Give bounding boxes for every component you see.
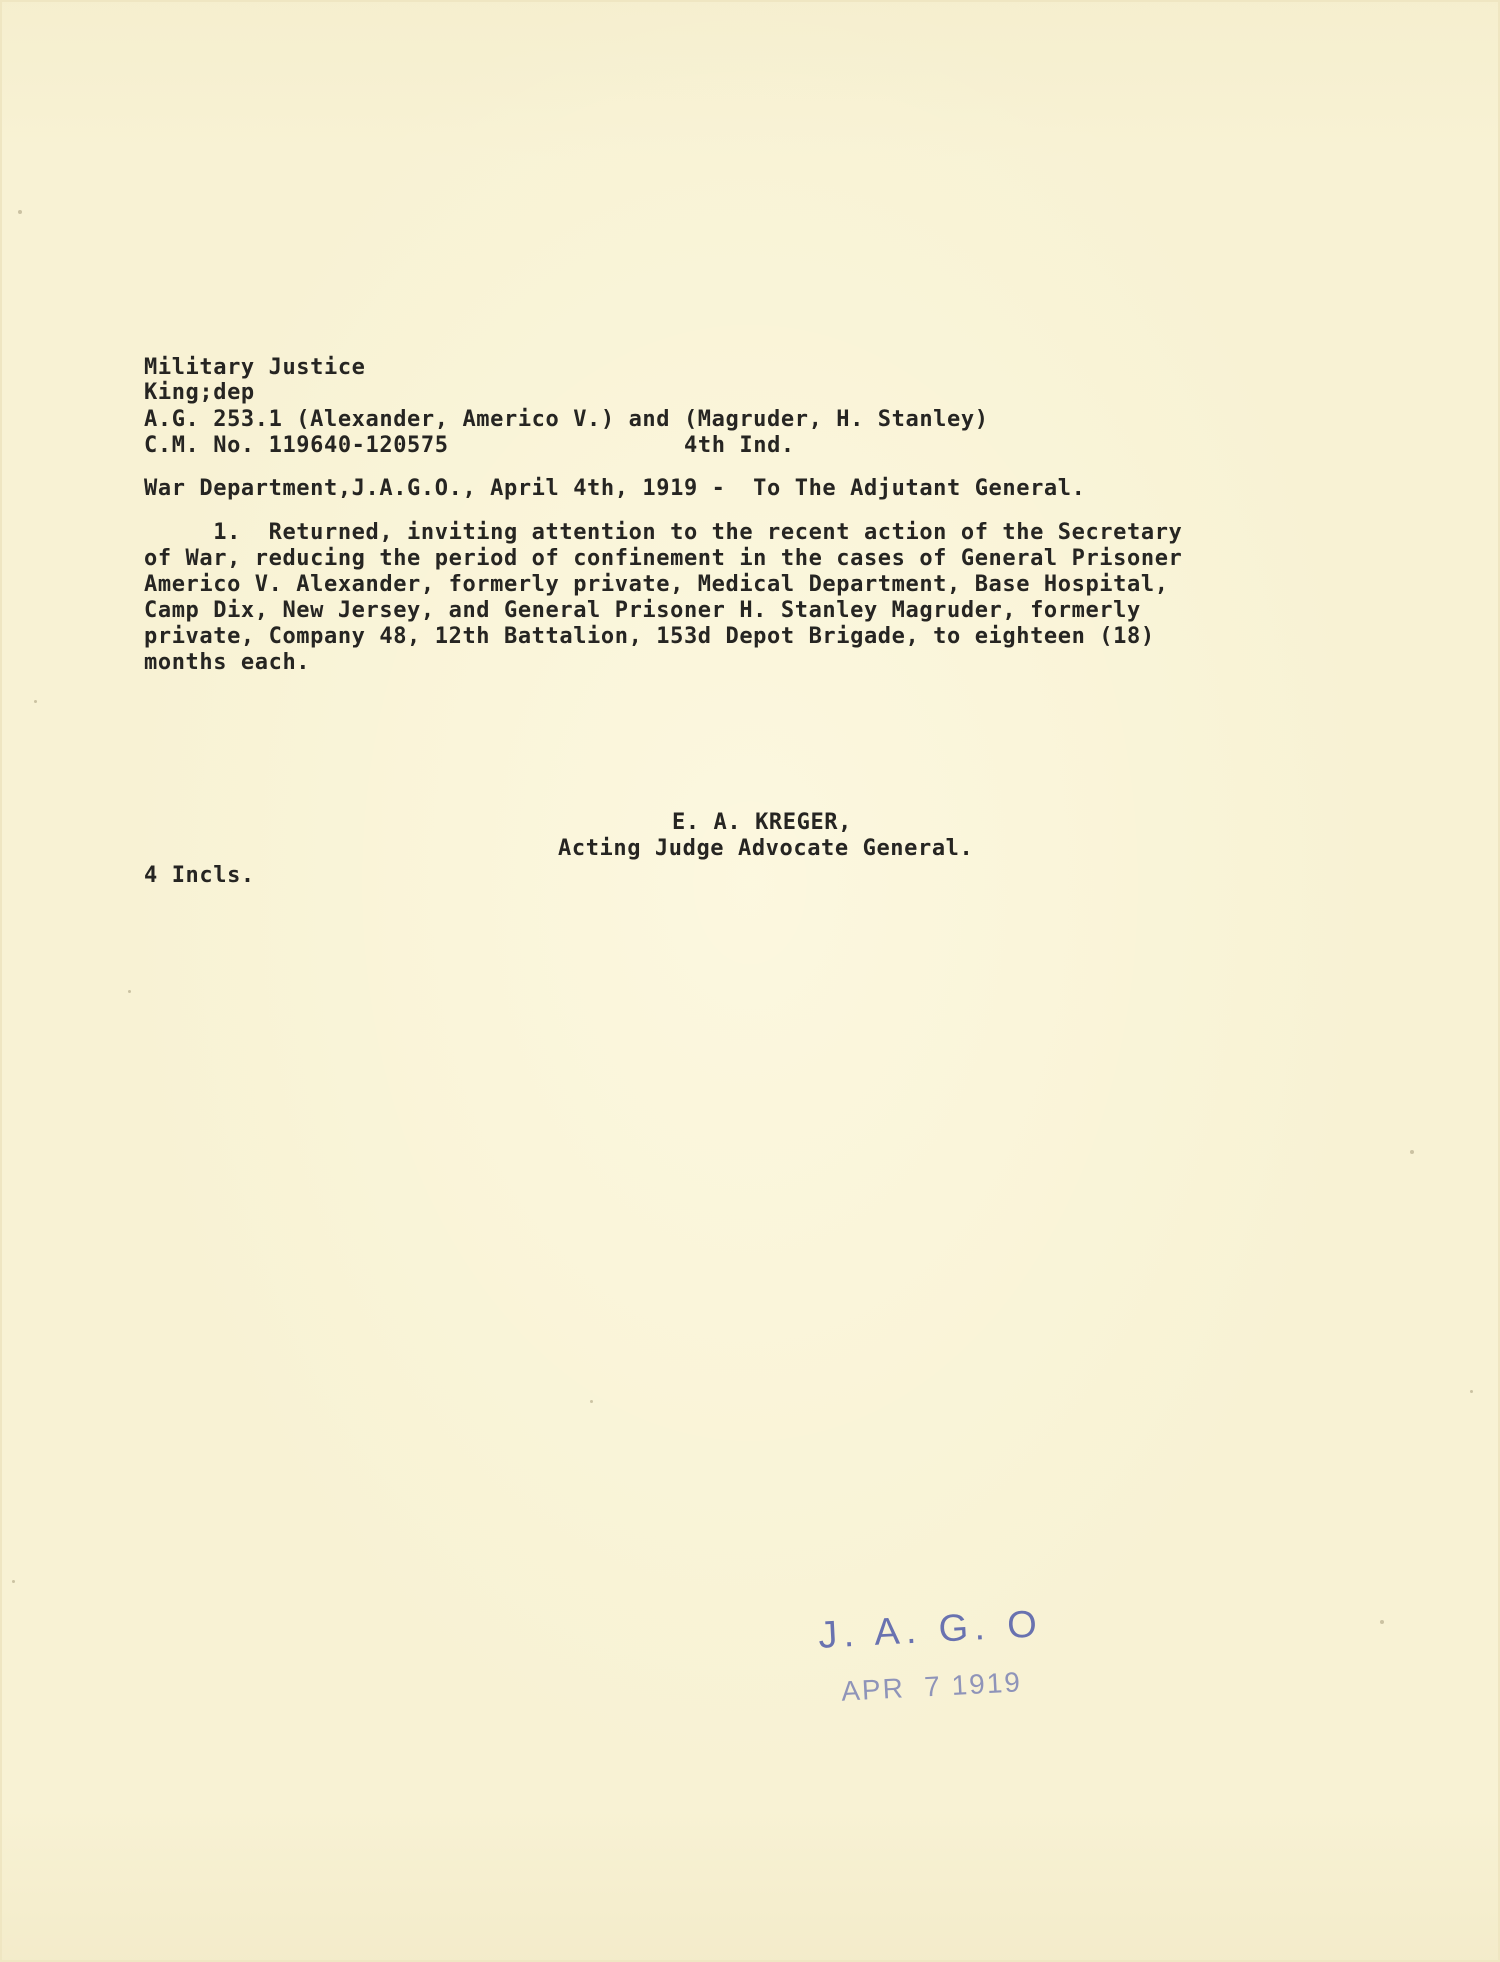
paragraph-line: 1. Returned, inviting attention to the recent action of the Secretary (144, 520, 1183, 545)
signature-title: Acting Judge Advocate General. (558, 836, 974, 861)
paper-speck (1410, 1150, 1414, 1154)
paper-speck (590, 1400, 593, 1403)
paper-speck (34, 700, 37, 703)
stamp-date: APR 7 1919 (840, 1666, 1023, 1707)
dateline: War Department,J.A.G.O., April 4th, 1919 - To The Adjutant General. (144, 476, 1086, 501)
enclosures-note: 4 Incls. (144, 863, 255, 888)
paragraph-line: Americo V. Alexander, formerly private, Medical Department, Base Hospital, (144, 572, 1169, 597)
stamp-office: J. A. G. O (817, 1603, 1044, 1657)
paper-speck (1470, 1390, 1473, 1393)
paragraph-line: months each. (144, 650, 311, 675)
ag-reference-line: A.G. 253.1 (Alexander, Americo V.) and (Magruder, H. Stanley) (144, 407, 989, 432)
initials-line: King;dep (144, 380, 255, 405)
paragraph-line: of War, reducing the period of confinement in the cases of General Prisoner (144, 546, 1183, 571)
paragraph-line: private, Company 48, 12th Battalion, 153d Depot Brigade, to eighteen (18) (144, 624, 1155, 649)
indorsement-number: 4th Ind. (684, 433, 795, 458)
body-paragraph (144, 520, 1183, 698)
signature-name: E. A. KREGER, (672, 810, 852, 835)
received-stamp (809, 1603, 1044, 1725)
cm-number-line: C.M. No. 119640-120575 (144, 433, 449, 458)
department-line: Military Justice (144, 355, 366, 380)
paper-speck (128, 990, 131, 993)
paragraph-line: Camp Dix, New Jersey, and General Prisoner H. Stanley Magruder, formerly (144, 598, 1141, 623)
paper-speck (18, 210, 22, 214)
paper-speck (12, 1580, 15, 1583)
paper-speck (1380, 1620, 1384, 1624)
